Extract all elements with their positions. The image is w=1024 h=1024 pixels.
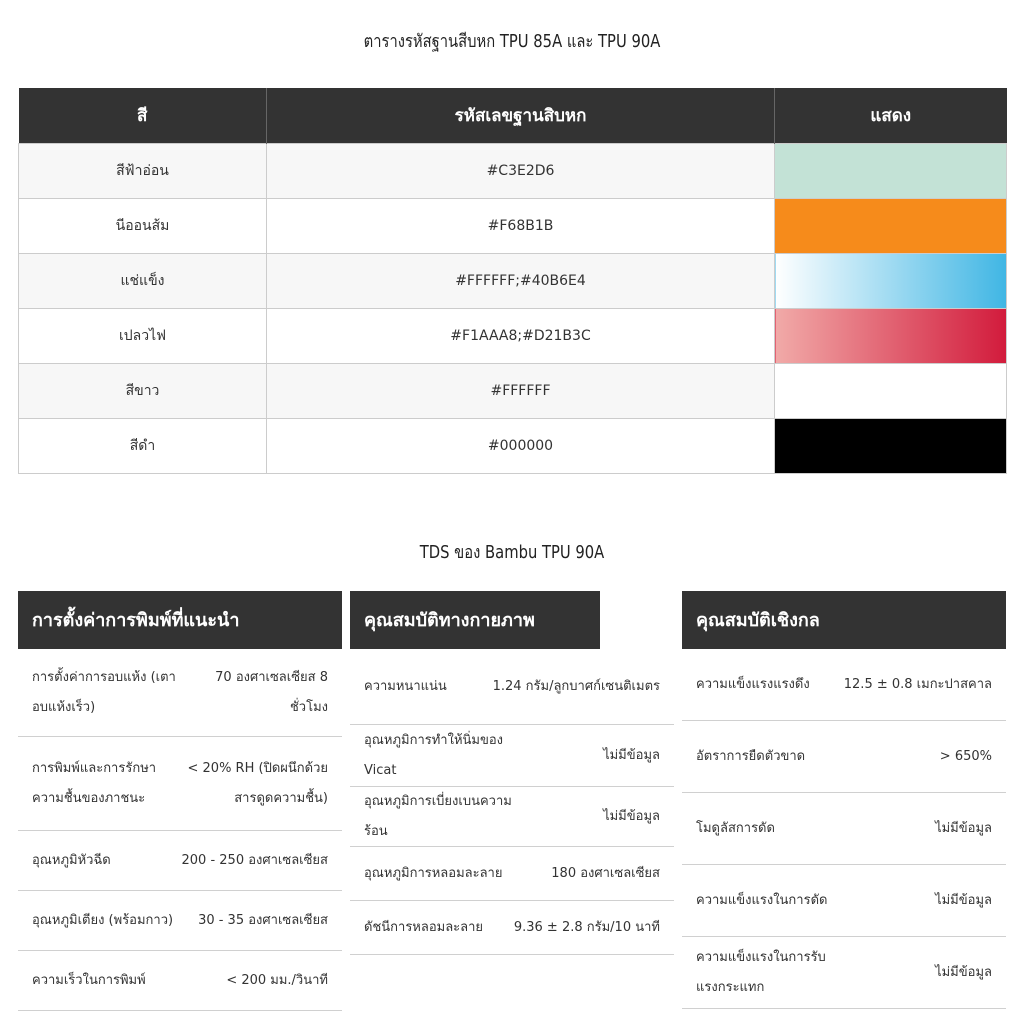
property-row [350,847,674,901]
property-label: การพิมพ์และการรักษาความชื้นของภาชนะ [32,760,157,806]
hex-code: #FFFFFF;#40B6E4 [267,253,775,308]
panel-title: คุณสมบัติทางกายภาพ [350,591,600,649]
property-row [682,649,1006,721]
property-label: ความหนาแน่น [364,678,447,694]
property-label: ความแข็งแรงในการดัด [696,892,828,908]
color-name: สีขาว [19,363,267,418]
table-row [19,198,1007,253]
table-row [19,308,1007,363]
color-swatch [775,418,1007,473]
property-label: อุณหภูมิการเบี่ยงเบนความร้อน [364,793,512,839]
property-value: 12.5 ± 0.8 เมกะปาสคาล [843,676,992,692]
color-swatch [775,198,1007,253]
table-row [19,253,1007,308]
property-row [682,865,1006,937]
property-label: ดัชนีการหลอมละลาย [364,919,484,935]
property-row [18,649,342,737]
property-value: ไม่มีข้อมูล [603,808,660,824]
header-hex-code: รหัสเลขฐานสิบหก [267,88,775,143]
property-value: 70 องศาเซลเซียส 8 ชั่วโมง [215,669,328,715]
color-swatch [775,308,1007,363]
property-label: ความเร็วในการพิมพ์ [32,972,146,988]
property-value: 30 - 35 องศาเซลเซียส [198,912,328,928]
property-value: ไม่มีข้อมูล [935,892,992,908]
property-row [350,649,674,725]
property-row [350,901,674,955]
table-row [19,143,1007,198]
property-label: อัตราการยืดตัวขาด [696,748,806,764]
property-label: อุณหภูมิการทำให้นิ่มของ Vicat [364,732,504,778]
color-name: สีดำ [19,418,267,473]
color-swatch [775,143,1007,198]
color-name: แช่แข็ง [19,253,267,308]
color-name: นีออนส้ม [19,198,267,253]
property-label: โมดูลัสการดัด [696,820,775,836]
property-label: การตั้งค่าการอบแห้ง (เตาอบแห้งเร็ว) [32,669,176,715]
property-row [350,725,674,787]
table-row [19,418,1007,473]
property-value: > 650% [939,748,992,764]
property-label: อุณหภูมิการหลอมละลาย [364,865,503,881]
property-value: ไม่มีข้อมูล [935,820,992,836]
property-value: ไม่มีข้อมูล [603,747,660,763]
property-label: ความแข็งแรงแรงดึง [696,676,810,692]
hex-code: #F68B1B [267,198,775,253]
tds-title: TDS ของ Bambu TPU 90A [419,542,605,563]
property-value: ไม่มีข้อมูล [935,964,992,980]
property-row [682,721,1006,793]
property-row [18,951,342,1011]
hex-code: #C3E2D6 [267,143,775,198]
hex-code: #FFFFFF [267,363,775,418]
property-value: < 20% RH (ปิดผนึกด้วยสารดูดความชื้น) [187,760,328,806]
color-table-title: ตารางรหัสฐานสีบหก TPU 85A และ TPU 90A [363,31,661,52]
property-value: 200 - 250 องศาเซลเซียส [181,852,328,868]
property-row [682,937,1006,1009]
hex-code: #F1AAA8;#D21B3C [267,308,775,363]
property-value: < 200 มม./วินาที [226,972,328,988]
property-row [350,787,674,847]
color-name: เปลวไฟ [19,308,267,363]
header-color: สี [19,88,267,143]
hex-code: #000000 [267,418,775,473]
panel-title: คุณสมบัติเชิงกล [682,591,1006,649]
property-label: อุณหภูมิเตียง (พร้อมกาว) [32,912,174,928]
property-value: 9.36 ± 2.8 กรัม/10 นาที [513,919,660,935]
property-value: 180 องศาเซลเซียส [551,865,660,881]
header-display: แสดง [775,88,1007,143]
physical-properties-panel [350,591,674,955]
property-value: 1.24 กรัม/ลูกบาศก์เซนติเมตร [492,678,660,694]
property-row [18,891,342,951]
property-label: อุณหภูมิหัวฉีด [32,852,111,868]
color-name: สีฟ้าอ่อน [19,143,267,198]
property-label: ความแข็งแรงในการรับแรงกระแทก [696,949,826,995]
color-swatch [775,253,1007,308]
property-row [18,831,342,891]
table-header-row [19,88,1007,143]
color-code-table [18,88,1007,474]
table-row [19,363,1007,418]
property-row [682,793,1006,865]
mechanical-properties-panel [682,591,1006,1009]
panel-title: การตั้งค่าการพิมพ์ที่แนะนำ [18,591,342,649]
color-swatch [775,363,1007,418]
property-row [18,737,342,831]
print-settings-panel [18,591,342,1011]
